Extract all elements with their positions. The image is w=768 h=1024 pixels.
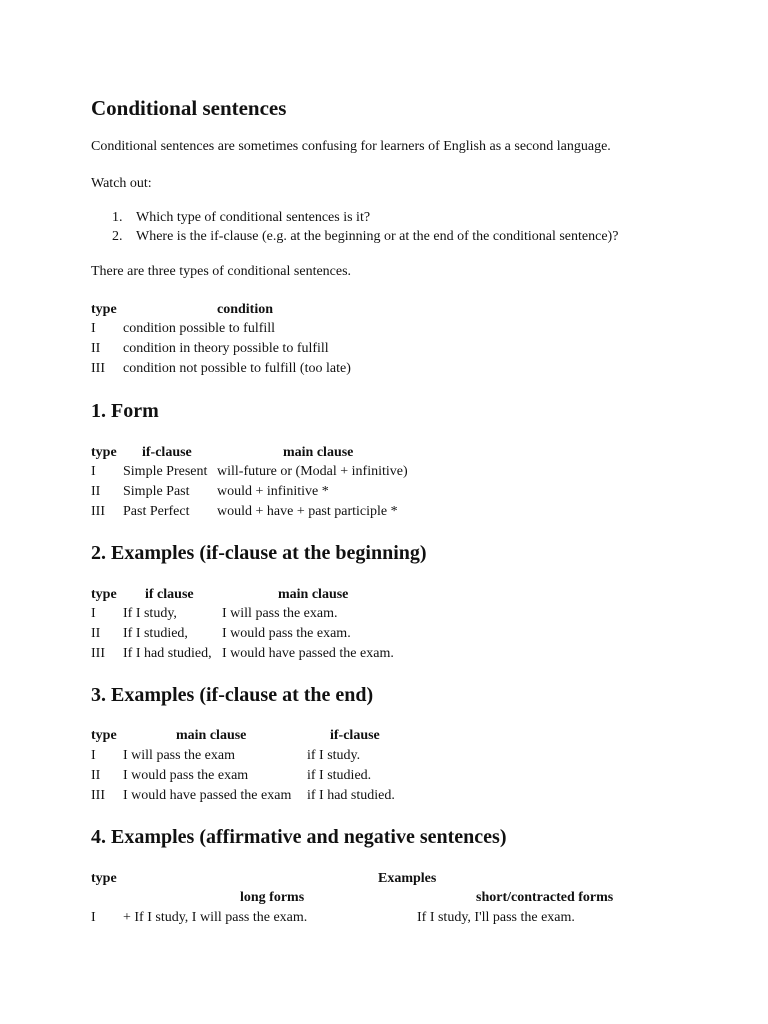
table-header-type: type xyxy=(91,871,117,886)
table-header-condition: condition xyxy=(217,302,274,317)
table-cell-main-clause: I would pass the exam. xyxy=(222,626,351,641)
table-cell-type: III xyxy=(91,788,105,803)
table-cell-type: I xyxy=(91,910,96,925)
table-cell-if-clause: if I had studied. xyxy=(307,788,395,803)
table-cell-if-clause: Simple Past xyxy=(123,484,190,499)
section-heading-examples-affirmative: 4. Examples (affirmative and negative sentences) xyxy=(91,826,507,848)
list-number: 2. xyxy=(112,229,123,244)
table-cell-condition: condition possible to fulfill xyxy=(123,321,276,336)
table-cell-condition: condition in theory possible to fulfill xyxy=(123,341,329,356)
table-cell-condition: condition not possible to fulfill (too late) xyxy=(123,361,351,376)
table-cell-main-clause: I will pass the exam xyxy=(123,748,235,763)
table-cell-type: II xyxy=(91,626,101,641)
table-cell-long-form: + If I study, I will pass the exam. xyxy=(123,910,308,925)
table-cell-type: I xyxy=(91,321,96,336)
page-title: Conditional sentences xyxy=(91,96,287,120)
list-item xyxy=(91,208,618,227)
table-cell-if-clause: If I study, xyxy=(123,606,177,621)
section-heading-examples-beginning: 2. Examples (if-clause at the beginning) xyxy=(91,542,427,564)
table-cell-if-clause: Past Perfect xyxy=(123,504,190,519)
watch-out-list xyxy=(91,208,618,246)
list-text: Where is the if-clause (e.g. at the beginning or at the end of the conditional sentence)? xyxy=(136,229,619,244)
table-header-type: type xyxy=(91,587,117,602)
table-cell-type: III xyxy=(91,646,105,661)
table-cell-if-clause: if I studied. xyxy=(307,768,372,783)
table-cell-if-clause: if I study. xyxy=(307,748,361,763)
table-cell-type: I xyxy=(91,748,96,763)
table-cell-main-clause: would + have + past participle * xyxy=(217,504,398,519)
list-text: Which type of conditional sentences is it? xyxy=(136,210,371,225)
watch-out-label: Watch out: xyxy=(91,176,152,191)
table-header-main-clause: main clause xyxy=(176,728,247,743)
table-header-long-forms: long forms xyxy=(240,890,305,905)
section-heading-examples-end: 3. Examples (if-clause at the end) xyxy=(91,684,374,706)
table-header-short-forms: short/contracted forms xyxy=(476,890,614,905)
table-cell-type: I xyxy=(91,464,96,479)
table-header-type: type xyxy=(91,445,117,460)
table-cell-main-clause: I would have passed the exam. xyxy=(222,646,394,661)
table-cell-main-clause: I will pass the exam. xyxy=(222,606,338,621)
table-header-type: type xyxy=(91,302,117,317)
table-cell-main-clause: I would have passed the exam xyxy=(123,788,292,803)
table-header-examples: Examples xyxy=(378,871,437,886)
section-heading-form: 1. Form xyxy=(91,400,159,422)
table-header-type: type xyxy=(91,728,117,743)
intro-paragraph: Conditional sentences are sometimes confusing for learners of English as a second language. xyxy=(91,139,611,154)
table-header-if-clause: if-clause xyxy=(142,445,192,460)
table-header-if-clause: if clause xyxy=(145,587,194,602)
table-cell-type: I xyxy=(91,606,96,621)
table-cell-if-clause: Simple Present xyxy=(123,464,208,479)
table-cell-type: II xyxy=(91,768,101,783)
table-header-main-clause: main clause xyxy=(278,587,349,602)
table-cell-type: III xyxy=(91,504,105,519)
three-types-paragraph: There are three types of conditional sentences. xyxy=(91,264,352,279)
table-cell-main-clause: will-future or (Modal + infinitive) xyxy=(217,464,408,479)
table-cell-main-clause: I would pass the exam xyxy=(123,768,249,783)
list-item xyxy=(91,227,618,246)
table-cell-short-form: If I study, I'll pass the exam. xyxy=(417,910,575,925)
table-cell-if-clause: If I studied, xyxy=(123,626,188,641)
table-cell-main-clause: would + infinitive * xyxy=(217,484,329,499)
table-cell-type: II xyxy=(91,341,101,356)
table-header-main-clause: main clause xyxy=(283,445,354,460)
table-cell-type: II xyxy=(91,484,101,499)
list-number: 1. xyxy=(112,210,123,225)
table-header-if-clause: if-clause xyxy=(330,728,380,743)
table-cell-type: III xyxy=(91,361,105,376)
table-cell-if-clause: If I had studied, xyxy=(123,646,212,661)
